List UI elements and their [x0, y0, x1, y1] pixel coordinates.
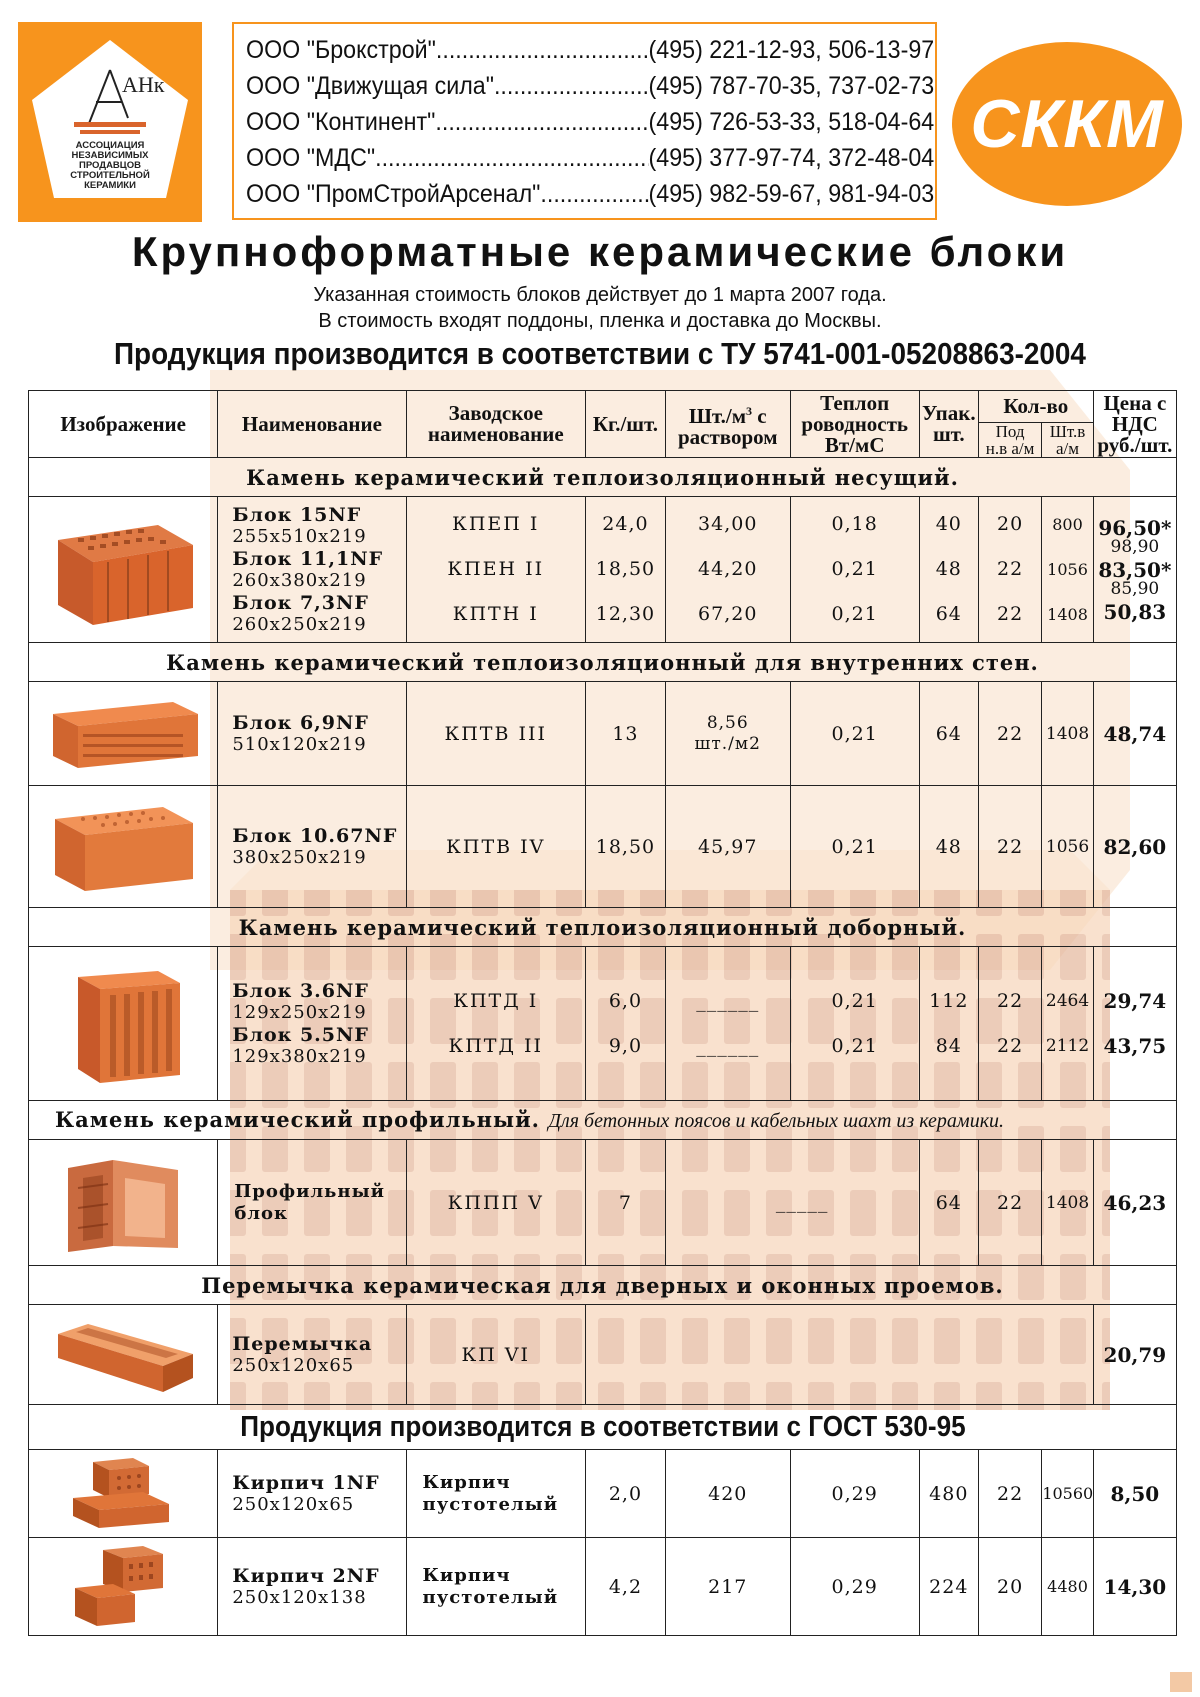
contact-line [246, 104, 934, 140]
logo-line: ПРОДАВЦОВ [79, 160, 141, 171]
contact-line [246, 68, 934, 104]
table-row [29, 947, 1177, 1101]
pack-count: 64 [919, 1140, 978, 1266]
pieces-per-truck: 1056 [1042, 786, 1093, 908]
pieces-per-m2: 8,56 шт./м2 [665, 682, 790, 786]
price: 20,79 [1093, 1305, 1176, 1405]
price: 14,30 [1093, 1538, 1176, 1636]
col-pallets-header: Под н.в а/м [978, 423, 1041, 458]
section-title: Камень керамический теплоизоляционный несущий. [29, 458, 1177, 497]
col-name-header: Наименование [218, 391, 406, 458]
company-name: ООО "Континент" [246, 108, 436, 136]
section-title: Камень керамический профильный. Для бетонных поясов и кабельных шахт из керамики. [29, 1101, 1177, 1140]
block-names: Перемычка 250х120х65 [218, 1305, 406, 1405]
col-pack-header: Упак. шт. [919, 391, 978, 458]
tu-standard-line: Продукция производится в соответствии с ТУ 5741-001-05208863-2004 [114, 336, 1086, 371]
pack-count: 480 [919, 1450, 978, 1538]
factory-names: КПЕП I КПЕН II КПТН I [406, 497, 585, 643]
prices: 29,74 43,75 [1093, 947, 1176, 1101]
factory-name: КПТВ III [406, 682, 585, 786]
weight: 2,0 [586, 1450, 666, 1538]
brick-block-icon [48, 510, 198, 630]
weight: 13 [586, 682, 666, 786]
price-validity-note: Указанная стоимость блоков действует до 1 марта 2007 года. [313, 284, 887, 306]
pieces-per-truck: 800 1056 1408 [1042, 497, 1093, 643]
brick-image [29, 1538, 218, 1636]
block-image [29, 1305, 218, 1405]
block-image [29, 1140, 218, 1266]
price: 46,23 [1093, 1140, 1176, 1266]
col-qty-header: Кол-во [978, 391, 1093, 423]
price-table [28, 390, 1177, 1636]
factory-name: КП VI [406, 1305, 585, 1405]
heat-conductivity: 0,18 0,21 0,21 [790, 497, 919, 643]
heat-conductivity: 0,29 [790, 1538, 919, 1636]
block-names: Блок 3.6NF 129х250х219 Блок 5.5NF 129х380х219 [218, 947, 406, 1101]
block-image [29, 682, 218, 786]
pieces-per-m3: 45,97 [665, 786, 790, 908]
weight: 18,50 [586, 786, 666, 908]
pieces-per-truck: 1408 [1042, 682, 1093, 786]
porous-block-icon [43, 797, 203, 897]
heat-conductivity: 0,21 [790, 786, 919, 908]
price: 82,60 [1093, 786, 1176, 908]
price-includes-note: В стоимость входят поддоны, пленка и доставка до Москвы. [318, 310, 882, 332]
pieces-per-truck: 10560 [1042, 1450, 1093, 1538]
logo-line: СТРОИТЕЛЬНОЙ [70, 170, 150, 181]
pallets-per-truck: 20 22 22 [978, 497, 1041, 643]
pieces-per-truck: 1408 [1042, 1140, 1093, 1266]
pack-count: 64 [919, 682, 978, 786]
company-phone: (495) 221-12-93, 506-13-97 [648, 36, 935, 64]
pack-count: 112 84 [919, 947, 978, 1101]
section-title: Камень керамический теплоизоляционный доборный. [29, 908, 1177, 947]
pallets-per-truck: 20 [978, 1538, 1041, 1636]
company-phone: (495) 377-97-74, 372-48-04 [648, 144, 935, 172]
heat-conductivity: 0,21 [790, 682, 919, 786]
weights: 24,0 18,50 12,30 [586, 497, 666, 643]
pallets-per-truck: 22 [978, 1450, 1041, 1538]
table-row [29, 1305, 1177, 1405]
company-name: ООО "Движущая сила" [246, 72, 494, 100]
brick-names: Кирпич 1NF 250х120х65 [218, 1450, 406, 1538]
brand-badge [952, 42, 1182, 206]
brick-image [29, 1450, 218, 1538]
heat-conductivity: 0,21 0,21 [790, 947, 919, 1101]
table-row [29, 1140, 1177, 1266]
factory-name: КППП V [406, 1140, 585, 1266]
price: 48,74 [1093, 682, 1176, 786]
factory-name: Кирпич пустотелый [406, 1538, 585, 1636]
contacts-box [232, 22, 937, 220]
table-row [29, 682, 1177, 786]
col-image-header: Изображение [29, 391, 218, 458]
pentagon-logo-icon [18, 22, 202, 222]
table-row [29, 1538, 1177, 1636]
narrow-block-icon [58, 959, 188, 1089]
logo-line: НЕЗАВИСИМЫХ [71, 150, 149, 161]
section-title: Перемычка керамическая для дверных и оконных проемов. [29, 1266, 1177, 1305]
heat-conductivity: 0,29 [790, 1450, 919, 1538]
price: 8,50 [1093, 1450, 1176, 1538]
brick-names: Кирпич 2NF 250х120х138 [218, 1538, 406, 1636]
block-image [29, 497, 218, 643]
block-names: Блок 15NF 255х510х219 Блок 11,1NF 260х380х219 Блок 7,3NF 260х250х219 [218, 497, 406, 643]
col-factory-header: Заводское наименование [406, 391, 585, 458]
col-pcs-header: $Шт./м^3$ с раствором [665, 391, 790, 458]
prices: 96,50* 98,90 83,50* 85,90 50,83 [1093, 497, 1176, 643]
pallets-per-truck: 22 [978, 1140, 1041, 1266]
corner-mark [1170, 1672, 1192, 1692]
brick-1nf-icon [63, 1454, 183, 1534]
gost-standard-line: Продукция производится в соответствии с ГОСТ 530-95 [29, 1405, 1177, 1450]
pack-count: 48 [919, 786, 978, 908]
pallets-per-truck: 22 [978, 682, 1041, 786]
brick-2nf-icon [63, 1544, 183, 1630]
logo-mark-text: АНк [122, 72, 165, 97]
company-phone: (495) 726-53-33, 518-04-64 [648, 108, 935, 136]
company-name: ООО "МДС" [246, 144, 376, 172]
brand-name: СККМ [970, 86, 1164, 162]
weight: 4,2 [586, 1538, 666, 1636]
col-truck-header: Шт.в а/м [1042, 423, 1093, 458]
pieces-per-m3: 217 [665, 1538, 790, 1636]
pieces-per-m3: 34,00 44,20 67,20 [665, 497, 790, 643]
logo-line: КЕРАМИКИ [84, 180, 136, 191]
thin-block-icon [43, 694, 203, 774]
page-title: Крупноформатные керамические блоки [131, 228, 1069, 275]
col-kg-header: Кг./шт. [586, 391, 666, 458]
factory-name: Кирпич пустотелый [406, 1450, 585, 1538]
col-price-header: Цена с НДС руб./шт. [1093, 391, 1176, 458]
pieces-per-truck: 4480 [1042, 1538, 1093, 1636]
factory-name: КПТВ IV [406, 786, 585, 908]
pieces-per-m3: _____ [665, 1140, 790, 1266]
pieces-per-m3: 420 [665, 1450, 790, 1538]
contact-line [246, 140, 934, 176]
factory-names: КПТД I КПТД II [406, 947, 585, 1101]
association-logo [18, 22, 202, 222]
contact-line [246, 32, 934, 68]
pieces-per-m3: ______ ______ [665, 947, 790, 1101]
weights: 6,0 9,0 [586, 947, 666, 1101]
pack-count: 40 48 64 [919, 497, 978, 643]
company-name: ООО "Брокстрой" [246, 36, 436, 64]
section-title: Камень керамический теплоизоляционный для внутренних стен. [29, 643, 1177, 682]
table-row [29, 497, 1177, 643]
pack-count: 224 [919, 1538, 978, 1636]
table-row [29, 786, 1177, 908]
block-image [29, 947, 218, 1101]
company-phone: (495) 982-59-67, 981-94-03 [648, 180, 935, 208]
contact-line [246, 176, 934, 212]
u-profile-block-icon [53, 1148, 193, 1258]
block-names: Профильный блок [218, 1140, 406, 1266]
col-heat-header: Теплоп роводность Вт/мС [790, 391, 919, 458]
pallets-per-truck: 22 [978, 786, 1041, 908]
block-names: Блок 10.67NF 380х250х219 [218, 786, 406, 908]
pieces-per-truck: 2464 2112 [1042, 947, 1093, 1101]
company-name: ООО "ПромСтройАрсенал" [246, 180, 541, 208]
block-image [29, 786, 218, 908]
table-row [29, 1450, 1177, 1538]
block-names: Блок 6,9NF 510х120х219 [218, 682, 406, 786]
company-phone: (495) 787-70-35, 737-02-73 [648, 72, 935, 100]
pallets-per-truck: 22 22 [978, 947, 1041, 1101]
logo-line: АССОЦИАЦИЯ [75, 140, 145, 151]
lintel-icon [48, 1312, 198, 1398]
weight: 7 [586, 1140, 666, 1266]
